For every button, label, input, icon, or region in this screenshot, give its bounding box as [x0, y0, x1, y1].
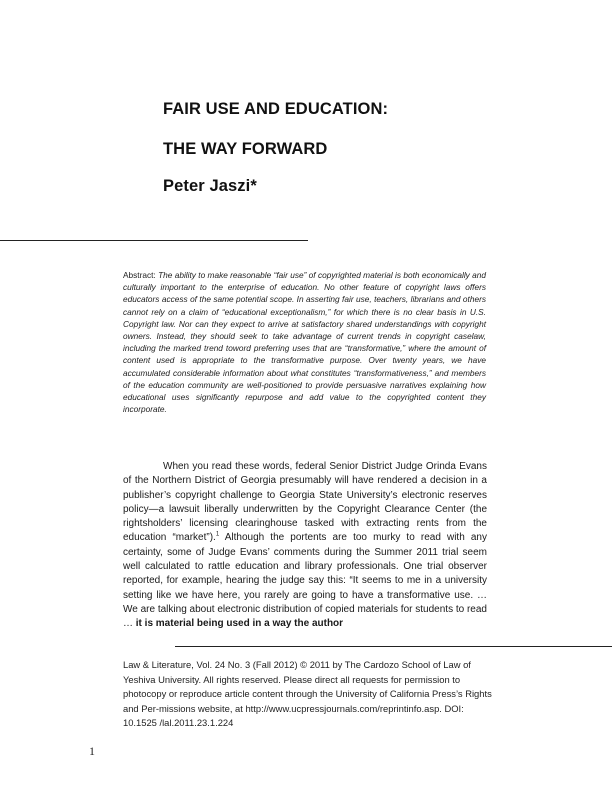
body-text-part-1: When you read these words, federal Senior District Judge Orinda Evans of the Northern District of Georgia presumably will have rendered a decision in a publisher’s copyright challenge to Georgia State University’s electronic reserves policy—a lawsuit liberally underwritten by the Copyright Clearance Center (the rightsholders’ licensing clearinghouse tasked with extracting rents from the education “market”). [123, 461, 487, 544]
article-title-line-2: THE WAY FORWARD [163, 140, 328, 158]
body-text-part-2: Although the portents are too murky to read with any certainty, some of Judge Evans’ comments during the Summer 2011 trial seem well calculated to rattle education and library professionals. One trial observer reported, for example, hearing the judge say this: “It seems to me in a university setting like we have here, you rarely are going to have a transformative use. … We are talking about electronic distribution of copied materials for students to read … [123, 532, 487, 630]
abstract [123, 269, 486, 415]
copyright-footnote: Law & Literature, Vol. 24 No. 3 (Fall 2012) © 2011 by The Cardozo School of Law of Yeshiva University. All rights reserved. Please direct all requests for permission to photocopy or reproduce article content through the University of California Press’s Rights and Per-missions website, at http://www.ucpressjournals.com/reprintinfo.asp. DOI: 10.1525 /lal.2011.23.1.224 [123, 659, 492, 728]
abstract-text: The ability to make reasonable “fair use” of copyrighted material is both economically and culturally important to the enterprise of education. No other feature of copyright laws offers educators access of the same potential scope. In asserting fair use, teachers, librarians and others cannot rely on a claim of “educational exceptionalism,” for which there is no clear basis in U.S. Copyright law. Nor can they expect to arrive at satisfactory shared understandings with copyright owners. Instead, they should seek to take advantage of current trends in copyright caselaw, including the marked trend toword preferring uses that are “transformative,” where the amount of content used is appropriate to the transformative purpose. Over twenty years, we have accumulated considerable information about what constitutes “transformativeness,” and members of the education community are well-positioned to provide persuasive narratives explaining how educational uses significantly repurpose and add value to the copyrighted content they incorporate. [123, 270, 486, 415]
footnote-marker[interactable]: 1 [215, 532, 220, 539]
abstract-label: Abstract: [123, 270, 156, 280]
footnote-divider [175, 646, 612, 647]
article-title-line-1: FAIR USE AND EDUCATION: [163, 100, 389, 118]
header-divider [0, 240, 308, 241]
author-name: Peter Jaszi* [163, 177, 257, 195]
body-paragraph [123, 460, 487, 632]
body-text [123, 460, 487, 632]
page-number: 1 [89, 744, 95, 758]
body-text-emphasis: it is material being used in a way the author [135, 618, 344, 630]
